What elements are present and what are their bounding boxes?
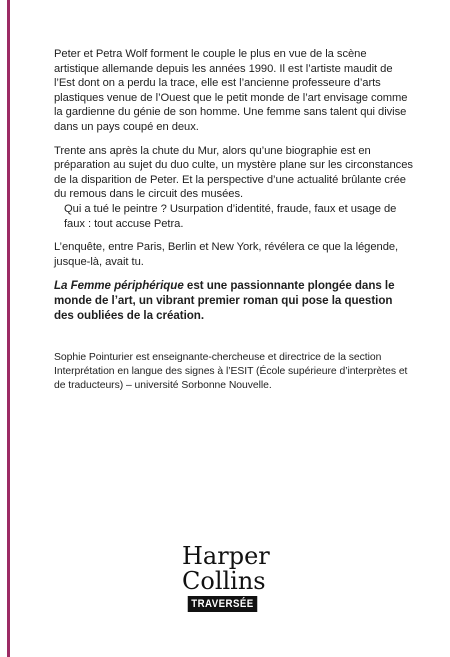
publisher-logo-line2: Collins bbox=[182, 567, 266, 595]
publisher-logo bbox=[182, 542, 270, 644]
imprint-label: TRAVERSÉE bbox=[187, 596, 256, 612]
publisher-logo-line1: Harper bbox=[182, 542, 270, 570]
blurb-paragraph-2 bbox=[54, 144, 414, 232]
blurb bbox=[54, 47, 414, 393]
spine-accent-line bbox=[7, 0, 10, 657]
author-bio: Sophie Pointurier est enseignante-chercheuse et directrice de la section Interprétation en langue des signes à l’ESIT (École supérieure d’interprètes et de traducteurs) – université Sorbonne Nouvelle. bbox=[54, 352, 408, 392]
book-title: La Femme périphérique bbox=[54, 279, 184, 293]
blurb-summary-text: est une passionnante plongée dans le monde de l’art, un vibrant premier roman qui pose la question des oubliées de la création. bbox=[54, 279, 395, 323]
blurb-summary bbox=[54, 278, 414, 323]
blurb-paragraph-2-text: Trente ans après la chute du Mur, alors qu’une biographie est en préparation au sujet du duo culte, un mystère plane sur les circonstances de la disparition de Peter. Et la perspective d’une actualité brûlante crée du remous dans le circuit des musées. bbox=[54, 144, 413, 201]
blurb-paragraph-1: Peter et Petra Wolf forment le couple le plus en vue de la scène artistique allemande depuis les années 1990. Il est l’artiste maudit de l’Est dont on a perdu la trace, elle est l’ancienne professeure d’arts plastiques venue de l’Ouest que le petit monde de l’art envisage comme la gardienne du génie de son homme. Une femme sans talent qui divise dans un pays coupé en deux. bbox=[54, 48, 408, 133]
blurb-question: Qui a tué le peintre ? Usurpation d’identité, fraude, faux et usage de faux : tout accuse Petra. bbox=[64, 202, 397, 230]
blurb-paragraph-3: L’enquête, entre Paris, Berlin et New York, révélera ce que la légende, jusque-là, avait tu. bbox=[54, 241, 399, 268]
